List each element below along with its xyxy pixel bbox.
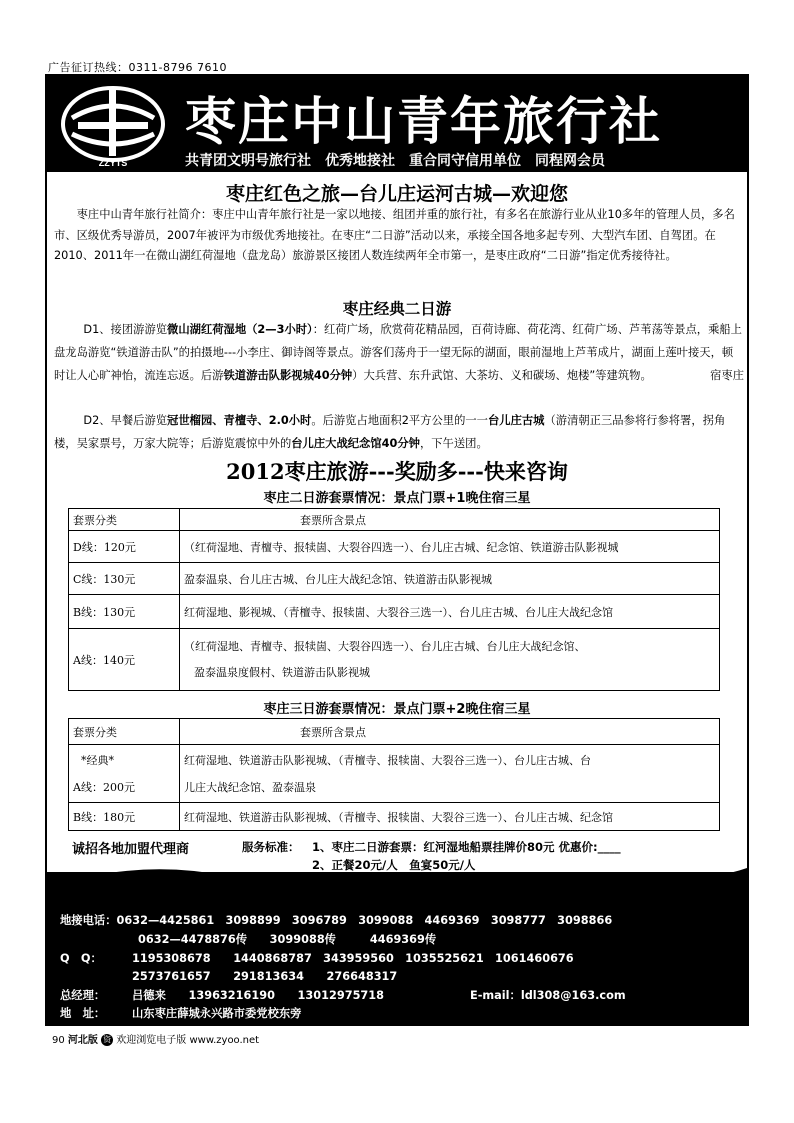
service-label: 服务标准： <box>242 840 300 854</box>
d2-text-a: D2、早餐后游览 <box>83 414 168 427</box>
d1-highlight-film-city: 铁道游击队影视城40分钟 <box>223 368 353 382</box>
headline: 枣庄红色之旅—台儿庄运河古城—欢迎您 <box>225 183 568 205</box>
package-name: A线：140元 <box>69 629 180 691</box>
agency-title: 枣庄中山青年旅行社 <box>185 93 663 152</box>
service-item-2: 2、正餐20元/人 鱼宴50元/人 <box>312 858 476 872</box>
address-value: 山东枣庄薛城永兴路市委党校东旁 <box>132 1007 302 1020</box>
qq-label: Q Q： <box>60 952 102 965</box>
d2-text-g: ，下午送团。 <box>419 436 488 450</box>
service-item-1: 1、枣庄二日游套票：红河湿地船票挂牌价80元 优惠价:____ <box>312 840 621 854</box>
qq-row-1 <box>60 950 574 966</box>
package-spots: （红荷湿地、青檀寺、报犊崮、大裂谷四选一）、台儿庄古城、台儿庄大战纪念馆、 盈泰温泉度假村、铁道游击队影视城 <box>180 629 720 691</box>
d2-highlight-memorial: 台儿庄大战纪念馆40分钟 <box>291 436 420 450</box>
package-spots: 红荷湿地、影视城、（青檀寺、报犊崮、大裂谷三选一）、台儿庄古城、台儿庄大战纪念馆 <box>180 595 720 629</box>
table-header-row <box>69 719 720 745</box>
banner-2012: 2012枣庄旅游---奖励多---快来咨询 <box>226 459 568 484</box>
d1-stay: 宿枣庄 <box>710 368 744 382</box>
package-spots: （红荷湿地、青檀寺、报犊崮、大裂谷四选一）、台儿庄古城、纪念馆、铁道游击队影视城 <box>180 531 720 563</box>
logo-text: ZZYTS <box>98 158 128 168</box>
manager-row <box>60 987 384 1003</box>
page-footer <box>52 1031 259 1046</box>
manager-label: 总经理： <box>60 989 106 1002</box>
package-name: B线：130元 <box>69 595 180 629</box>
table-row <box>69 531 720 563</box>
phone-label: 地接电话： <box>60 914 117 927</box>
phone-numbers: 0632—4425861 3098899 3096789 3099088 4469369 3098777 3098866 <box>116 914 613 927</box>
website-note: 欢迎浏览电子版 www.zyoo.net <box>116 1035 260 1046</box>
edition: 河北版 <box>67 1035 98 1046</box>
ad-hotline: 广告征订热线：0311-8796 7610 <box>48 61 227 74</box>
d2-highlight-ancient-city: 台儿庄古城 <box>487 414 545 427</box>
package-spots: 盈泰温泉、台儿庄古城、台儿庄大战纪念馆、铁道游击队影视城 <box>180 563 720 595</box>
table-row <box>69 803 720 831</box>
d1-highlight-wetland: 微山湖红荷湿地（2—3小时） <box>167 323 313 336</box>
package-name: B线：180元 <box>69 803 180 831</box>
d2-text-e: （游清朝正三品参将行参将署，拐角楼，吴家票号，万家大院等；后游览震惊中外的 <box>54 414 726 450</box>
recruit-agents: 诚招各地加盟代理商 <box>72 842 190 857</box>
table-row <box>69 563 720 595</box>
table-row <box>69 595 720 629</box>
address-label: 地 址： <box>60 1007 106 1020</box>
edition-badge-icon: 资 <box>103 1035 112 1044</box>
table-row <box>69 629 720 691</box>
footer-wave-decoration <box>47 858 747 898</box>
page-number: 90 <box>52 1035 65 1046</box>
d2-text-c: 。后游览占地面积2平方公里的一一 <box>311 414 488 427</box>
d1-text-a: D1、接团游游览 <box>83 323 168 336</box>
qq-numbers: 1195308678 1440868787 343959560 1035525621 1061460676 <box>132 952 574 965</box>
table-row <box>69 745 720 803</box>
package-name: *经典* A线：200元 <box>69 745 180 803</box>
three-day-packages-title: 枣庄三日游套票情况：景点门票+2晚住宿三星 <box>263 702 531 717</box>
col-header-spots: 套票所含景点 <box>180 509 720 531</box>
two-day-packages-title: 枣庄二日游套票情况：景点门票+1晚住宿三星 <box>263 491 531 506</box>
day1-itinerary <box>54 319 744 387</box>
package-name: D线：120元 <box>69 531 180 563</box>
email: E-mail：ldl308@163.com <box>470 989 626 1002</box>
manager-phones: 吕德来 13963216190 13012975718 <box>132 989 385 1002</box>
package-spots: 红荷湿地、铁道游击队影视城、（青檀寺、报犊崮、大裂谷三选一）、台儿庄古城、台 儿庄大战纪念馆、盈泰温泉 <box>180 745 720 803</box>
three-day-package-table <box>68 718 720 831</box>
day2-itinerary <box>54 410 744 456</box>
d1-text-e: ）大兵营、东升武馆、大茶坊、义和碳场、炮楼”等建筑物。 <box>352 368 652 382</box>
address-row <box>60 1005 301 1021</box>
phone-row-1 <box>60 912 612 928</box>
agency-honors: 共青团文明号旅行社 优秀地接社 重合同守信用单位 同程网会员 <box>185 153 605 169</box>
table-header-row <box>69 509 720 531</box>
two-day-title: 枣庄经典二日游 <box>342 300 452 318</box>
agency-logo <box>58 84 168 170</box>
two-day-package-table <box>68 508 720 691</box>
col-header-category: 套票分类 <box>69 719 180 745</box>
intro-paragraph: 枣庄中山青年旅行社简介：枣庄中山青年旅行社是一家以地接、组团并重的旅行社，有多名在旅游行业从业10多年的管理人员，多名市、区级优秀导游员，2007年被评为市级优秀地接社。在枣庄“二日游”活动以来，承接全国各地多起专列、大型汽车团、自驾团。在2010、2011年一在微山湖红荷湿地（盘龙岛）旅游景区接团人数连续两年全市第一，是枣庄政府“二日游”指定优秀接待社。 <box>54 208 735 262</box>
col-header-category: 套票分类 <box>69 509 180 531</box>
d1-text-c: ：红荷广场，欣赏荷花精品园，百荷诗廊、荷花湾、红荷广场、芦苇荡等景点，乘船上盘龙岛游览“铁道游击队”的拍摄地---小李庄、御诗阁等景点。游客们荡舟于一望无际的湖面，眼前湿地上芦苇成片，湖面上莲叶接天，顿时让人心旷神怡，流连忘返。后游 <box>54 323 742 382</box>
package-name: C线：130元 <box>69 563 180 595</box>
package-spots: 红荷湿地、铁道游击队影视城、（青檀寺、报犊崮、大裂谷三选一）、台儿庄古城、纪念馆 <box>180 803 720 831</box>
fax-numbers: 0632—4478876传 3099088传 4469369传 <box>138 933 437 946</box>
qq-numbers-2: 2573761657 291813634 276648317 <box>132 970 398 983</box>
d2-highlight-a: 冠世榴园、青檀寺、2.0小时 <box>167 414 312 427</box>
col-header-spots: 套票所含景点 <box>180 719 720 745</box>
